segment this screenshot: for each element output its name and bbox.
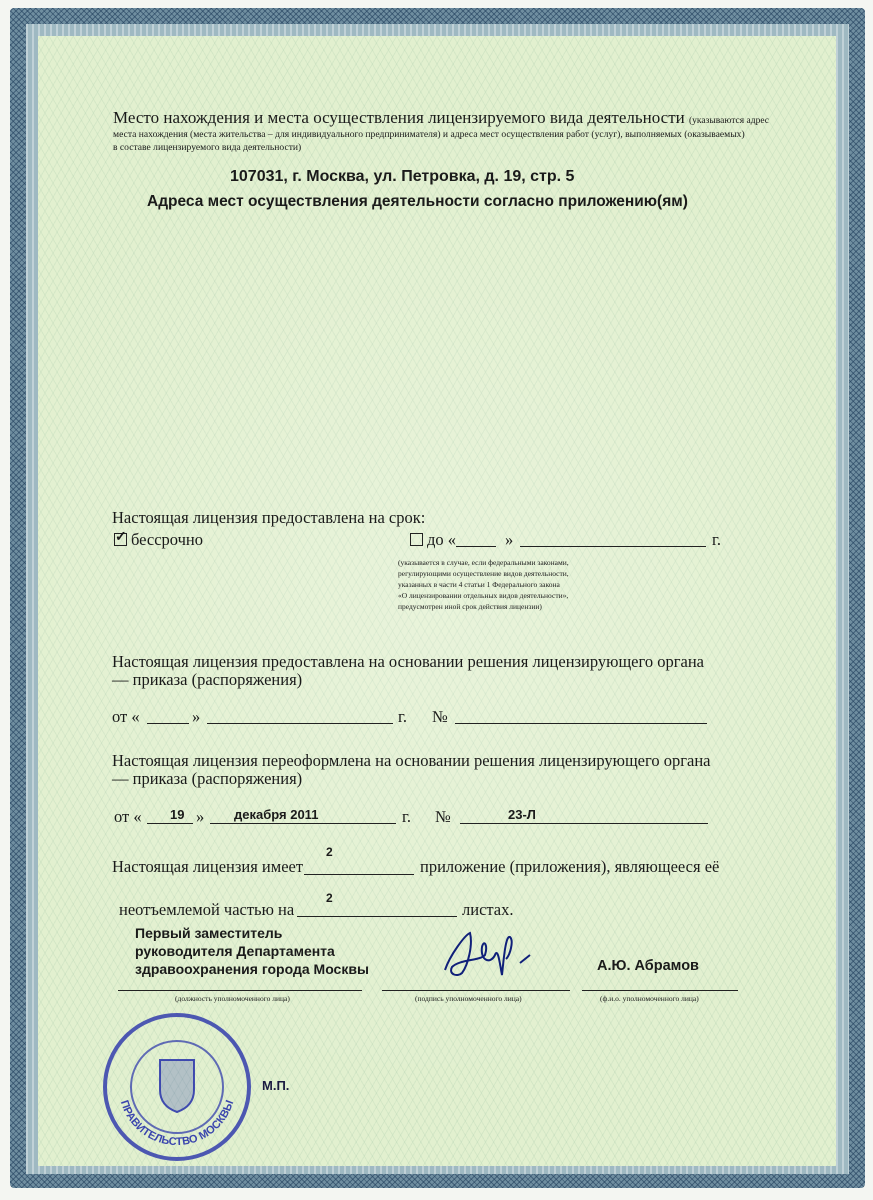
term-until-option[interactable] [410, 530, 456, 550]
position-line-field [118, 990, 362, 991]
signature-caption: (подпись уполномоченного лица) [415, 994, 522, 1003]
until-date-field [520, 546, 706, 547]
appendix-line2-before: неотъемлемой частью на [119, 900, 295, 919]
position-line: здравоохранения города Москвы [135, 961, 369, 977]
signature-line-field [382, 990, 570, 991]
granted-year-label: г. [398, 707, 408, 726]
granted-date-field [207, 723, 393, 724]
signature-image [440, 925, 550, 985]
until-year-label: г. [712, 530, 722, 549]
header-note: (указываются адрес [689, 116, 769, 126]
position-line: руководителя Департамента [135, 943, 335, 959]
reissued-date-line [210, 823, 396, 824]
granted-number-label: № [432, 707, 448, 726]
appendix-line1-before: Настоящая лицензия имеет [112, 857, 304, 876]
appendix-line2-after: листах. [462, 900, 514, 919]
term-unlimited-option[interactable] [114, 530, 203, 550]
signatory-name: А.Ю. Абрамов [597, 958, 699, 974]
until-quote: » [505, 530, 514, 549]
term-note-line: «О лицензировании отдельных видов деятельности», [398, 591, 569, 600]
appendix-sheets-line [297, 916, 457, 917]
until-checkbox[interactable] [410, 533, 423, 546]
seal-mark: М.П. [262, 1078, 290, 1093]
appendix-line1-after: приложение (приложения), являющееся её [420, 857, 720, 876]
unlimited-checkbox[interactable] [114, 533, 127, 546]
term-note-line: регулирующими осуществление видов деятельности, [398, 569, 569, 578]
coat-of-arms-icon [160, 1060, 194, 1112]
header-block [113, 108, 769, 128]
reissued-day: 19 [170, 807, 185, 822]
header-note-line2: места нахождения (места жительства – для индивидуального предпринимателя) и адреса мест осуществления работ (услуг), выполняемых (оказываемых) [113, 129, 745, 140]
stamp-ring-text-path: ПРАВИТЕЛЬСТВО МОСКВЫ [117, 1098, 237, 1149]
name-line-field [582, 990, 738, 991]
appendix-count: 2 [326, 845, 333, 859]
reissued-number: 23-Л [508, 807, 536, 822]
granted-from-label: от « [112, 707, 140, 726]
unlimited-label: бессрочно [131, 530, 204, 549]
granted-line1: Настоящая лицензия предоставлена на основании решения лицензирующего органа [112, 652, 704, 671]
signatory-position [135, 924, 369, 978]
term-note-line: указанных в части 4 статьи 1 Федерального закона [398, 580, 560, 589]
reissued-month-year: декабря 2011 [234, 807, 319, 822]
until-day-field [456, 546, 496, 547]
reissued-quote: » [196, 807, 205, 826]
until-label: до « [427, 530, 457, 549]
granted-line2: — приказа (распоряжения) [112, 670, 303, 689]
reissued-line1: Настоящая лицензия переоформлена на основании решения лицензирующего органа [112, 751, 711, 770]
granted-day-field [147, 723, 189, 724]
address-note: Адреса мест осуществления деятельности согласно приложению(ям) [147, 193, 688, 210]
official-stamp [102, 1012, 252, 1162]
term-note-line: (указывается в случае, если федеральными законами, [398, 558, 569, 567]
reissued-number-label: № [435, 807, 451, 826]
reissued-number-line [460, 823, 708, 824]
granted-quote: » [192, 707, 201, 726]
address: 107031, г. Москва, ул. Петровка, д. 19, стр. 5 [230, 168, 575, 185]
term-label: Настоящая лицензия предоставлена на срок: [112, 508, 426, 527]
position-line: Первый заместитель [135, 925, 283, 941]
term-note [398, 557, 569, 612]
name-caption: (ф.и.о. уполномоченного лица) [600, 994, 699, 1003]
reissued-year-label: г. [402, 807, 412, 826]
granted-number-field [455, 723, 707, 724]
appendix-sheets: 2 [326, 891, 333, 905]
header-note-line3: в составе лицензируемого вида деятельности) [113, 142, 302, 153]
reissued-line2: — приказа (распоряжения) [112, 769, 303, 788]
term-note-line: предусмотрен иной срок действия лицензии) [398, 602, 542, 611]
header-title: Место нахождения и места осуществления лицензируемого вида деятельности [113, 108, 685, 127]
reissued-day-line [147, 823, 193, 824]
reissued-from-label: от « [114, 807, 142, 826]
position-caption: (должность уполномоченного лица) [175, 994, 290, 1003]
appendix-count-line [304, 874, 414, 875]
